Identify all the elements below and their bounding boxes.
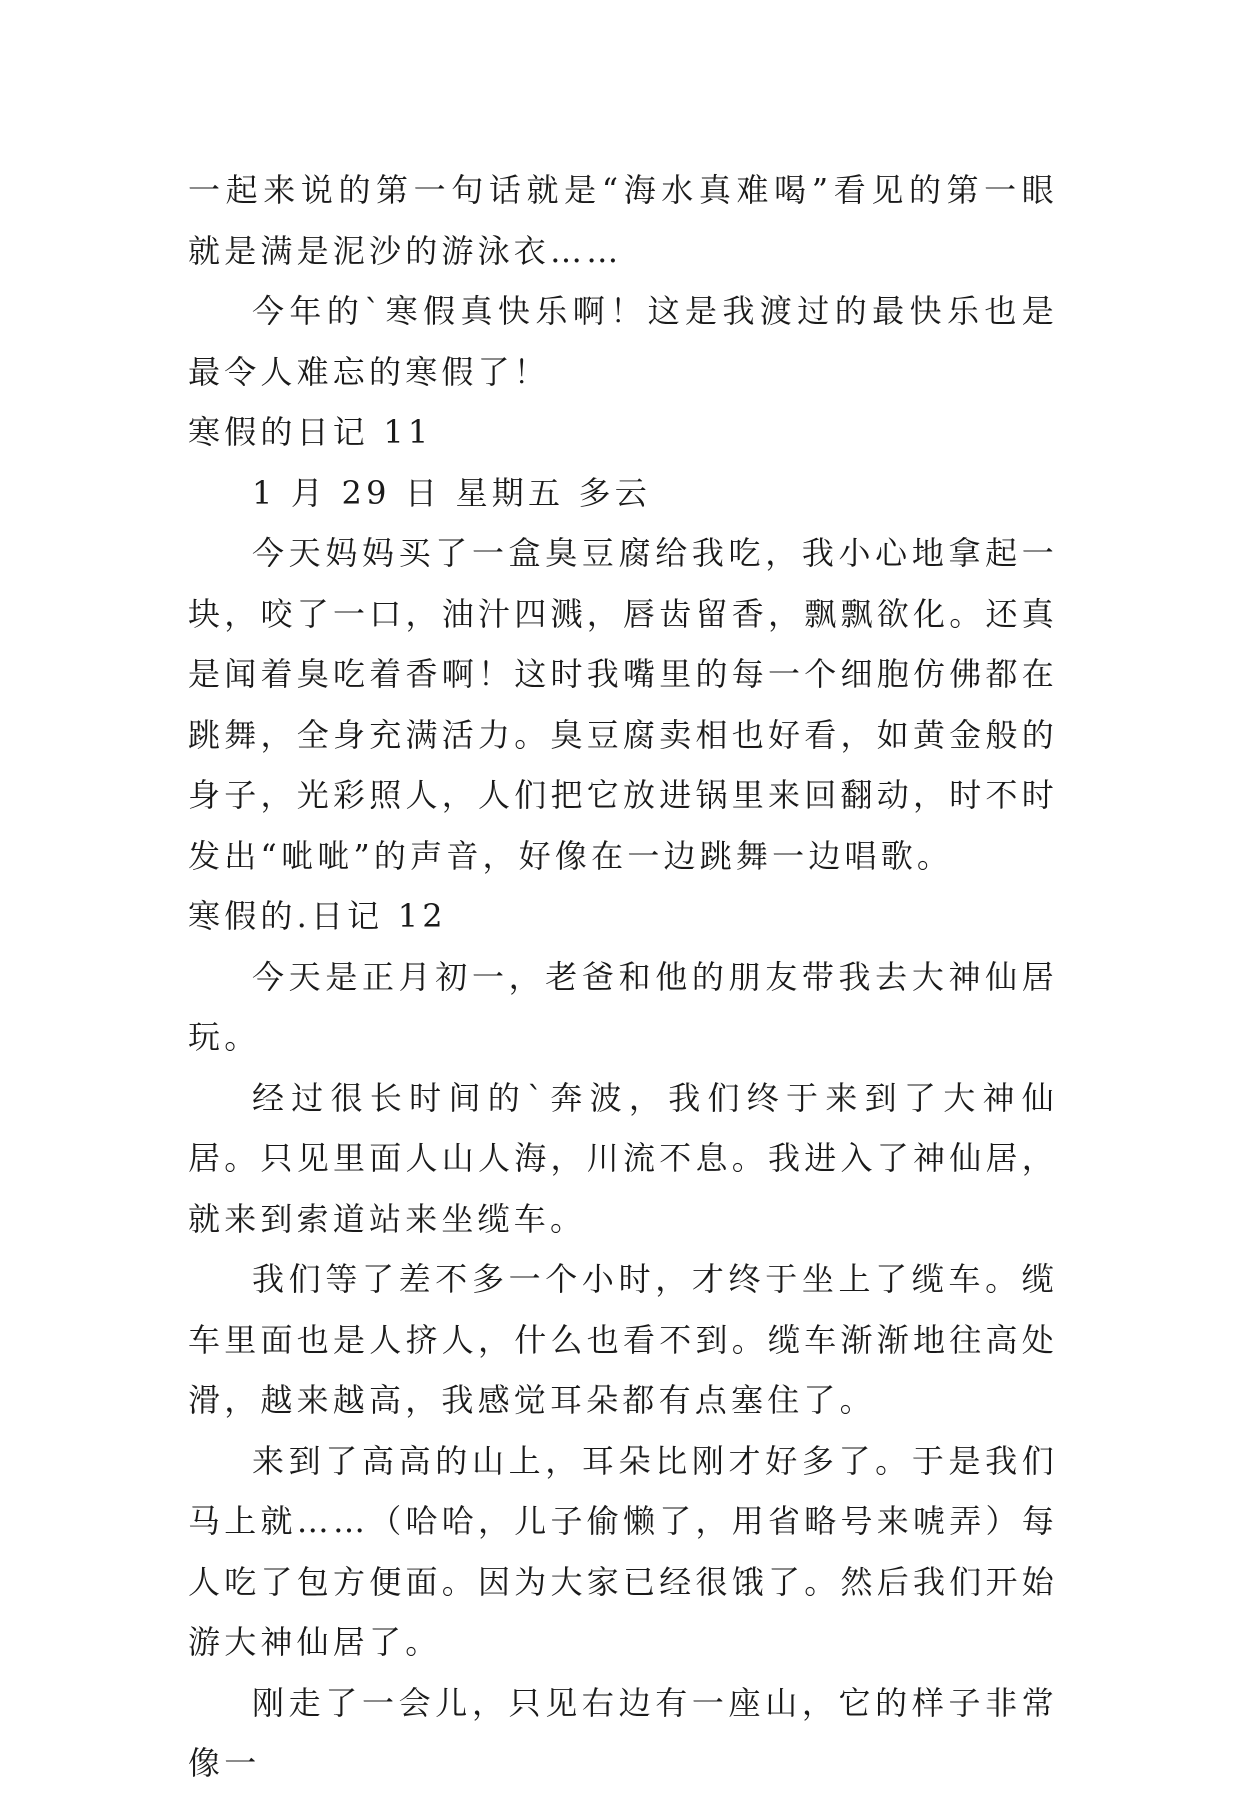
paragraph-walk: 刚走了一会儿，只见右边有一座山，它的样子非常像一 [188, 1683, 1058, 1782]
paragraph-new-year: 今天是正月初一，老爸和他的朋友带我去大神仙居玩。 [188, 957, 1058, 1056]
paragraph-stinky-tofu: 今天妈妈买了一盒臭豆腐给我吃，我小心地拿起一块，咬了一口，油汁四溅，唇齿留香，飘飘欲化。还真是闻着臭吃着香啊！这时我嘴里的每一个细胞仿佛都在跳舞，全身充满活力。臭豆腐卖相也好看，如黄金般的身子，光彩照人，人们把它放进锅里来回翻动，时不时发出“呲呲”的声音，好像在一边跳舞一边唱歌。 [188, 534, 1058, 875]
document-body [188, 160, 1058, 1794]
paragraph-2: 今年的`寒假真快乐啊！这是我渡过的最快乐也是最令人难忘的寒假了！ [188, 292, 1058, 391]
paragraph-mountain-top: 来到了高高的山上，耳朵比刚才好多了。于是我们马上就……（哈哈，儿子偷懒了，用省略号来唬弄）每人吃了包方便面。因为大家已经很饿了。然后我们开始游大神仙居了。 [188, 1441, 1058, 1661]
paragraph-1: 一起来说的第一句话就是“海水真难喝”看见的第一眼就是满是泥沙的游泳衣…… [188, 171, 1058, 270]
entry-heading-12: 寒假的.日记 12 [188, 897, 447, 935]
paragraph-cable-car: 我们等了差不多一个小时，才终于坐上了缆车。缆车里面也是人挤人，什么也看不到。缆车渐渐地往高处滑，越来越高，我感觉耳朵都有点塞住了。 [188, 1260, 1058, 1419]
entry-date-line: 1 月 29 日 星期五 多云 [252, 473, 651, 512]
entry-heading-11: 寒假的日记 11 [188, 413, 433, 451]
paragraph-arrival: 经过很长时间的`奔波，我们终于来到了大神仙居。只见里面人山人海，川流不息。我进入了神仙居，就来到索道站来坐缆车。 [188, 1078, 1058, 1238]
